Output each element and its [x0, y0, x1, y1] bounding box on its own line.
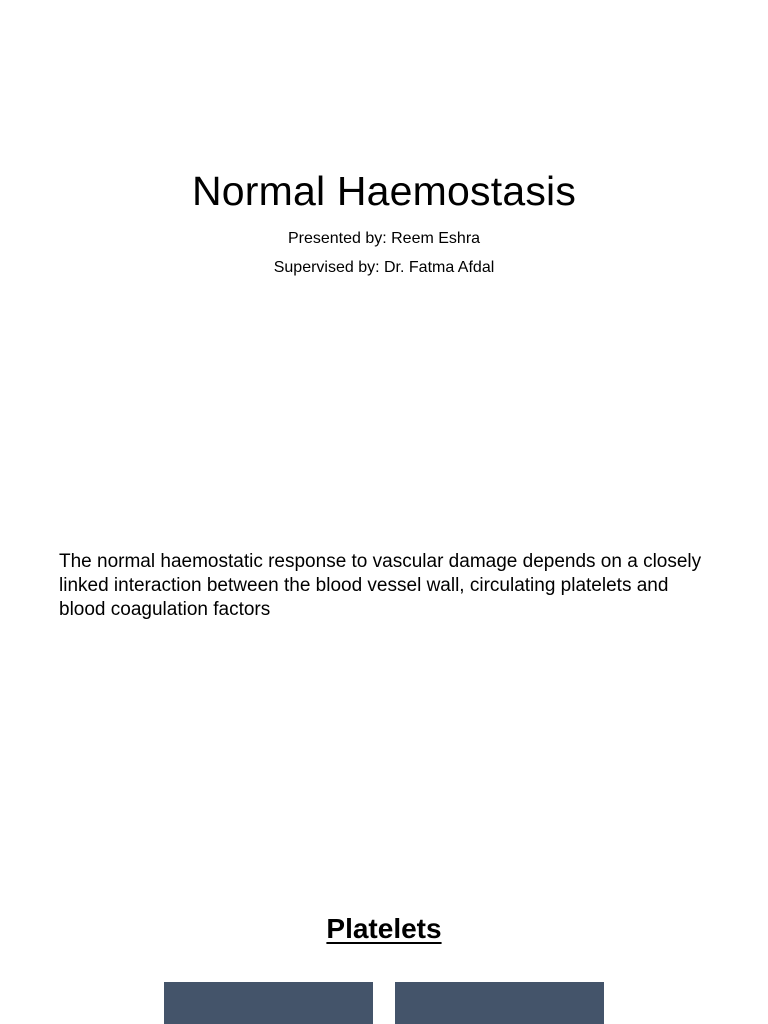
intro-paragraph: The normal haemostatic response to vascular damage depends on a closely linked interaction between the blood vessel wall, circulating platelets and blood coagulation factors [59, 551, 702, 620]
slide-title: Normal Haemostasis [191, 168, 577, 214]
presenter-line: Presented by: Reem Eshra [287, 230, 481, 247]
diagram-box-left [164, 982, 373, 1024]
diagram-box-right [395, 982, 604, 1024]
supervisor-line: Supervised by: Dr. Fatma Afdal [273, 259, 495, 276]
platelets-heading: Platelets [326, 913, 442, 944]
